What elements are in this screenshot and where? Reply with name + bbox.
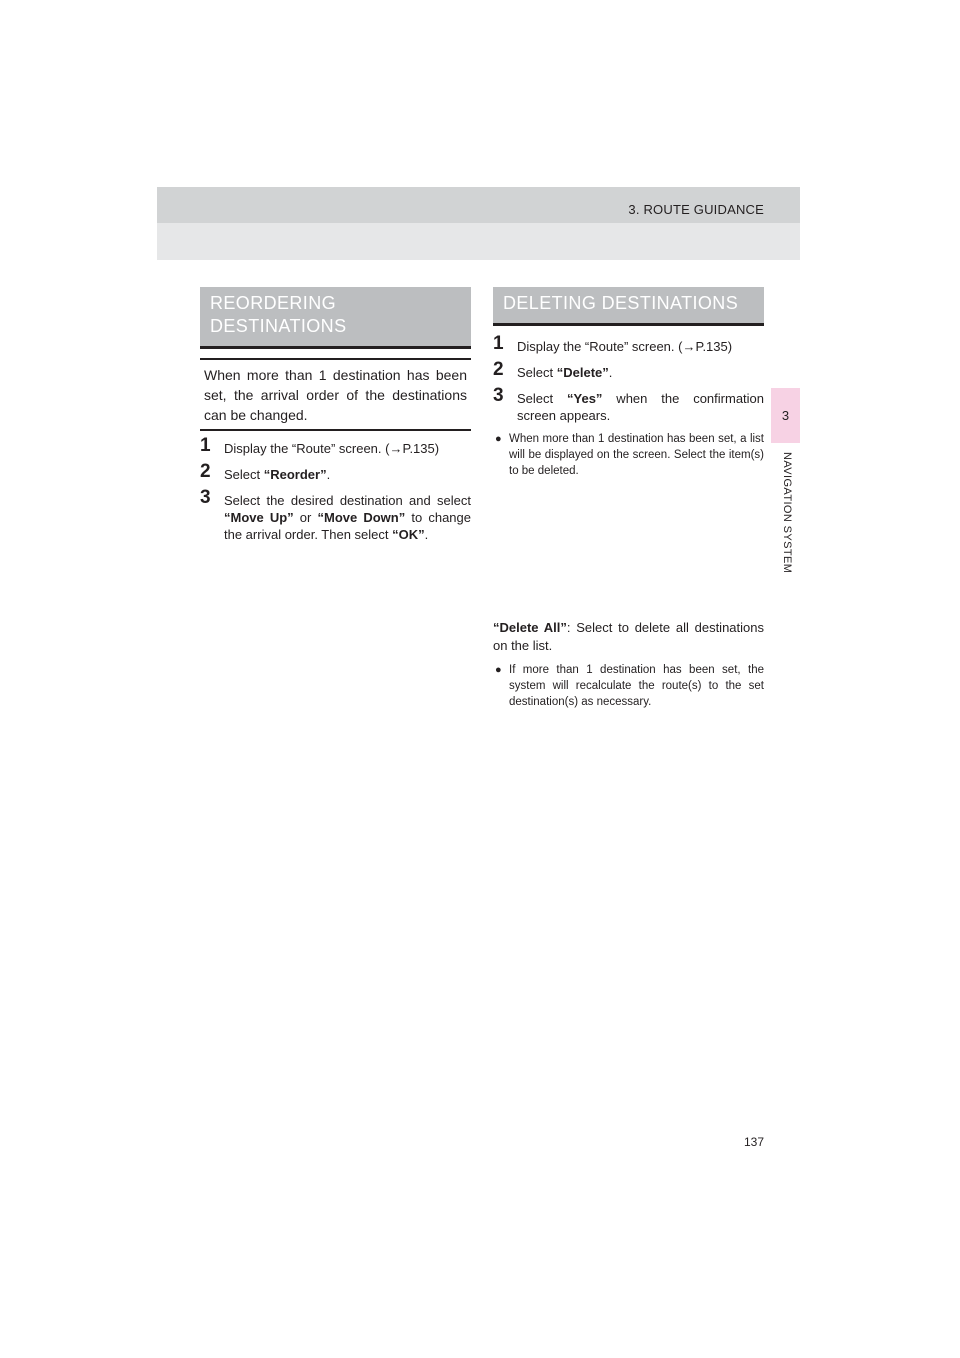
step-text: Display the “Route” screen. (→P.135) (224, 441, 440, 456)
step-text-end: . (608, 365, 613, 380)
delete-step-2 (493, 359, 764, 381)
chapter-label: NAVIGATION SYSTEM (781, 452, 793, 574)
step-number: 2 (493, 359, 504, 380)
delete-all-text: : Select to delete all destinations on the list. (493, 620, 764, 653)
step-number: 1 (200, 435, 211, 456)
reordering-title-text: REORDERING DESTINATIONS (210, 293, 347, 336)
delete-note-list (493, 431, 764, 479)
step-number: 3 (200, 487, 211, 508)
move-up-label: “Move Up” (224, 510, 294, 525)
reorder-step-2 (200, 461, 471, 483)
chapter-number: 3 (781, 408, 790, 423)
delete-step-1 (493, 333, 764, 355)
reorder-step-3 (200, 487, 471, 543)
step-text-end: when the confirmation screen appears. (517, 391, 765, 423)
chapter-tab (771, 388, 800, 443)
deleting-section (493, 287, 764, 710)
step-text: Select (224, 467, 264, 482)
reorder-step-1 (200, 435, 471, 457)
delete-all-label: “Delete All” (493, 620, 567, 635)
delete-all-description (493, 619, 764, 655)
delete-step-3 (493, 385, 765, 424)
step-number: 3 (493, 385, 504, 406)
bullet-text: If more than 1 destination has been set, the system will recalculate the route(s) to the set destination(s) as necessary. (509, 664, 764, 708)
step-text: Display the “Route” screen. (→P.135) (517, 339, 733, 354)
bullet-icon: ● (495, 433, 502, 445)
reordering-intro: When more than 1 destination has been set, the arrival order of the destinations can be changed. (200, 358, 471, 431)
reordering-section (200, 287, 471, 543)
running-section-title: 3. ROUTE GUIDANCE (628, 202, 764, 217)
reorder-label: “Reorder” (263, 467, 327, 482)
step-text-end: . (326, 467, 331, 482)
yes-label: “Yes” (567, 391, 603, 406)
ok-label: “OK” (392, 527, 425, 542)
recalculate-note (493, 662, 764, 710)
deleting-title-text: DELETING DESTINATIONS (503, 293, 739, 313)
step-number: 2 (200, 461, 211, 482)
header-band (157, 187, 800, 260)
step-text: Select (517, 365, 557, 380)
step-text: Select (517, 391, 568, 406)
step-text-mid: to change the arrival order. Then select (224, 510, 471, 542)
bullet-text: When more than 1 destination has been set, a list will be displayed on the screen. Select the item(s) to be deleted. (509, 433, 764, 477)
reordering-title (200, 287, 471, 349)
step-text: Select the desired destination and select (224, 493, 471, 508)
chapter-side-label (776, 452, 796, 602)
step-number: 1 (493, 333, 504, 354)
step-text-or: or (293, 510, 318, 525)
bullet-icon: ● (495, 664, 502, 676)
delete-label: “Delete” (556, 365, 609, 380)
move-down-label: “Move Down” (317, 510, 406, 525)
step-text-end: . (424, 527, 429, 542)
page-number: 137 (744, 1135, 765, 1149)
deleting-title (493, 287, 764, 326)
